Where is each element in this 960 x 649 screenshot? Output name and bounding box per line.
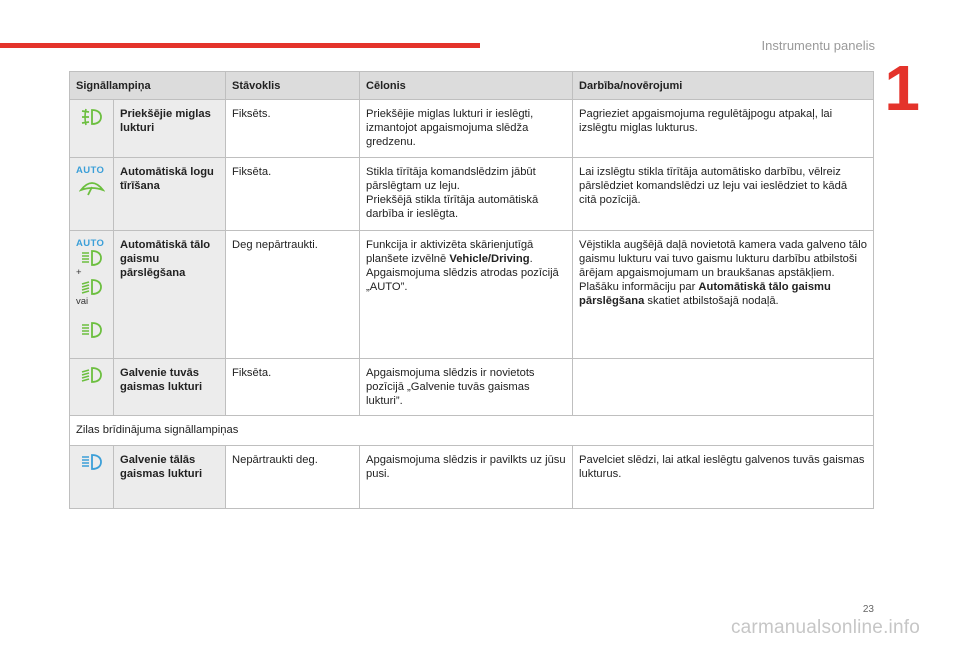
action-text: Vējstikla augšējā daļā novietotā kamera vada galveno tālo gaismu lukturu vai tuvo gaismu lukturu darbību atbilstoši ārējam apgaismojumam un braukšanas apstākļiem. (579, 239, 867, 279)
auto-label: AUTO (76, 165, 105, 176)
lamp-icon-cell (70, 100, 114, 158)
lamp-name: Galvenie tuvās gaismas lukturi (114, 359, 226, 416)
lamp-action: Pagrieziet apgaismojuma regulētājpogu atpakaļ, lai izslēgtu miglas lukturus. (573, 100, 874, 158)
lamp-state: Fiksēta. (226, 359, 360, 416)
low-beam-icon (76, 366, 107, 384)
section-row (70, 416, 874, 446)
lamp-icon-cell (70, 231, 114, 359)
header-action: Darbība/novērojumi (573, 72, 874, 100)
lamp-state: Deg nepārtraukti. (226, 231, 360, 359)
table-row (70, 446, 874, 509)
lamp-state: Fiksēts. (226, 100, 360, 158)
high-beam-icon (76, 453, 107, 471)
blue-lamps-section-title: Zilas brīdinājuma signāllampiņas (70, 416, 874, 446)
lamp-action (573, 359, 874, 416)
cause-text: Funkcija ir aktivizēta skārienjutīgā planšete izvēlnē (366, 239, 534, 265)
table-row (70, 158, 874, 231)
page-number: 23 (862, 604, 874, 615)
cause-line: Priekšējā stikla tīrītāja automātiskā darbība ir ieslēgta. (366, 194, 539, 220)
lamp-cause: Apgaismojuma slēdzis ir novietots pozīcijā „Galvenie tuvās gaismas lukturi”. (360, 359, 573, 416)
action-text: skatiet atbilstošajā nodaļā. (644, 295, 779, 307)
lamp-state: Nepārtraukti deg. (226, 446, 360, 509)
table-row (70, 359, 874, 416)
lamp-action (573, 231, 874, 359)
lamp-cause: Priekšējie miglas lukturi ir ieslēgti, izmantojot apgaismojuma slēdža gredzenu. (360, 100, 573, 158)
lamp-action: Lai izslēgtu stikla tīrītāja automātisko darbību, vēlreiz pārslēdziet komandslēdzi uz leju vai ieslēdziet to kādā citā pozīcijā. (573, 158, 874, 231)
header-lamp: Signāllampiņa (70, 72, 226, 100)
auto-label: AUTO (76, 238, 105, 249)
table-row (70, 100, 874, 158)
table-row (70, 231, 874, 359)
header-accent-bar (0, 43, 480, 48)
chapter-number: 1 (884, 52, 920, 124)
low-beam-icon (76, 278, 107, 296)
header-cause: Cēlonis (360, 72, 573, 100)
or-label: vai (76, 296, 89, 307)
lamp-cause (360, 158, 573, 231)
chapter-reference: Automātiskā tālo gaismu pārslēgšana (579, 281, 831, 307)
menu-reference: Vehicle/Driving (449, 253, 530, 265)
lamp-cause (360, 231, 573, 359)
front-fog-lamp-icon (76, 107, 107, 127)
lamp-icon-cell (70, 359, 114, 416)
lamp-cause: Apgaismojuma slēdzis ir pavilkts uz jūsu pusi. (360, 446, 573, 509)
warning-lamps-table (69, 71, 874, 509)
lamp-icon-cell (70, 158, 114, 231)
lamp-icon-cell (70, 446, 114, 509)
header-state: Stāvoklis (226, 72, 360, 100)
lamp-name: Priekšējie miglas lukturi (114, 100, 226, 158)
cause-text: . (529, 253, 533, 265)
plus-sign: + (76, 267, 82, 278)
table-header-row (70, 72, 874, 100)
cause-text: Apgaismojuma slēdzis atrodas pozīcijā „AUTO”. (366, 267, 559, 293)
section-title: Instrumentu panelis (761, 38, 875, 53)
action-text: Plašāku informāciju par (579, 281, 699, 293)
lamp-action: Pavelciet slēdzi, lai atkal ieslēgtu galvenos tuvās gaismas lukturus. (573, 446, 874, 509)
lamp-name: Galvenie tālās gaismas lukturi (114, 446, 226, 509)
lamp-name: Automātiskā logu tīrīšana (114, 158, 226, 231)
lamp-state: Fiksēta. (226, 158, 360, 231)
watermark: carmanualsonline.info (730, 617, 920, 638)
wiper-icon (76, 176, 107, 198)
high-beam-icon (76, 321, 107, 339)
lamp-name: Automātiskā tālo gaismu pārslēgšana (114, 231, 226, 359)
cause-line: Stikla tīrītāja komandslēdzim jābūt pārslēgtam uz leju. (366, 166, 536, 192)
high-beam-icon (76, 249, 107, 267)
